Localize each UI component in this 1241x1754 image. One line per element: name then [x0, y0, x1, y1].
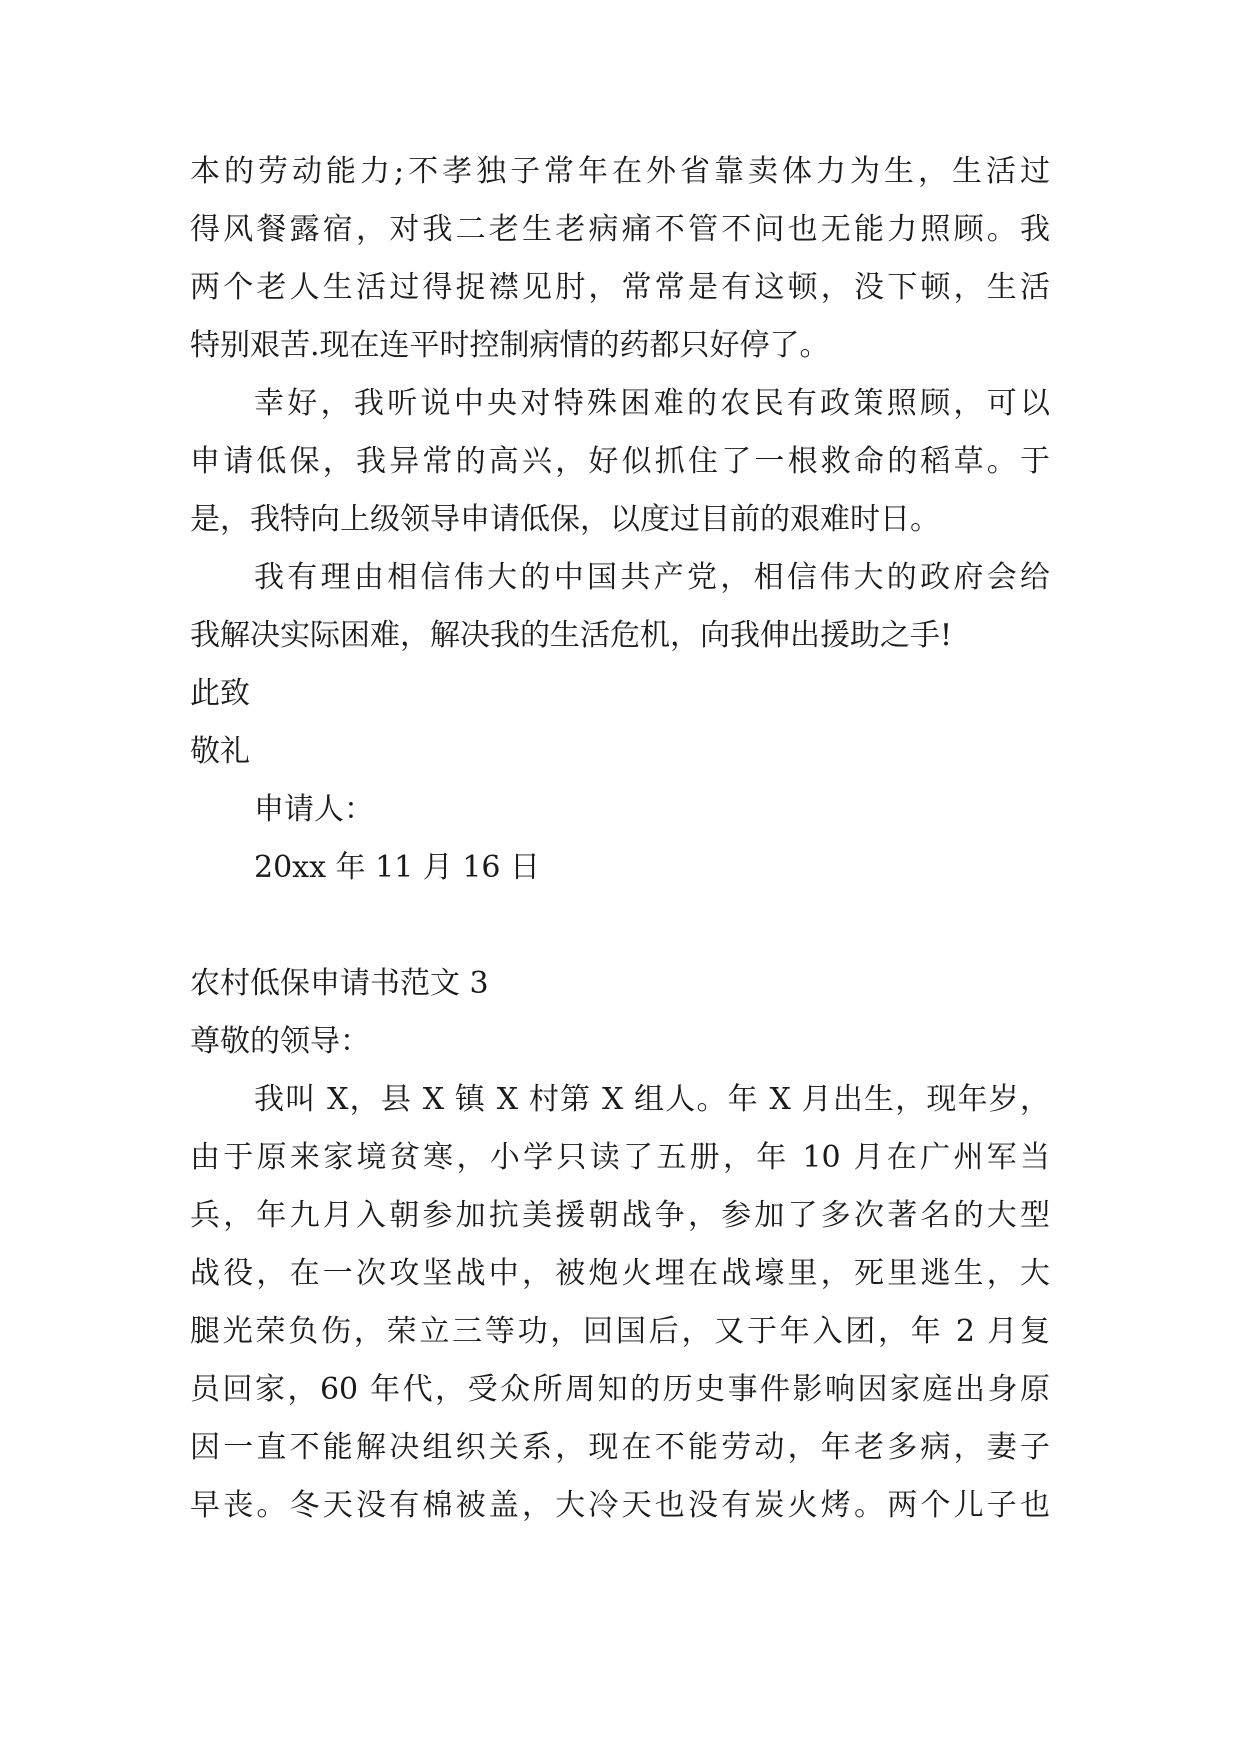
text-line: 幸好，我听说中央对特殊困难的农民有政策照顾，可以 — [254, 386, 1050, 421]
text-line: 我解决实际困难，解决我的生活危机，向我伸出援助之手! — [190, 618, 953, 653]
section-heading: 农村低保申请书范文 3 — [190, 966, 489, 1001]
text-line: 战役，在一次攻坚战中，被炮火埋在战壕里，死里逃生，大 — [190, 1256, 1050, 1291]
text-line: 特别艰苦.现在连平时控制病情的药都只好停了。 — [190, 328, 830, 363]
text-line: 由于原来家境贫寒，小学只读了五册，年 10 月在广州军当 — [190, 1140, 1050, 1175]
text-line: 因一直不能解决组织关系，现在不能劳动，年老多病，妻子 — [190, 1430, 1050, 1465]
text-line: 是，我特向上级领导申请低保，以度过目前的艰难时日。 — [190, 502, 940, 537]
text-line: 我有理由相信伟大的中国共产党，相信伟大的政府会给 — [254, 560, 1050, 595]
closing-salutation: 此致 — [190, 676, 250, 711]
text-line: 本的劳动能力;不孝独子常年在外省靠卖体力为生，生活过 — [190, 154, 1050, 189]
text-line: 两个老人生活过得捉襟见肘，常常是有这顿，没下顿，生活 — [190, 270, 1050, 305]
date-line: 20xx 年 11 月 16 日 — [254, 850, 541, 885]
text-line: 腿光荣负伤，荣立三等功，回国后，又于年入团，年 2 月复 — [190, 1314, 1050, 1349]
applicant-label: 申请人： — [254, 792, 374, 827]
greeting: 尊敬的领导： — [190, 1024, 370, 1059]
text-line: 申请低保，我异常的高兴，好似抓住了一根救命的稻草。于 — [190, 444, 1050, 479]
text-line: 员回家，60 年代，受众所周知的历史事件影响因家庭出身原 — [190, 1372, 1050, 1407]
text-line: 兵，年九月入朝参加抗美援朝战争，参加了多次著名的大型 — [190, 1198, 1050, 1233]
closing-regards: 敬礼 — [190, 734, 250, 769]
text-line: 我叫 X，县 X 镇 X 村第 X 组人。年 X 月出生，现年岁， — [254, 1082, 1050, 1117]
text-line: 得风餐露宿，对我二老生老病痛不管不问也无能力照顾。我 — [190, 212, 1050, 247]
text-line: 早丧。冬天没有棉被盖，大冷天也没有炭火烤。两个儿子也 — [190, 1488, 1050, 1523]
